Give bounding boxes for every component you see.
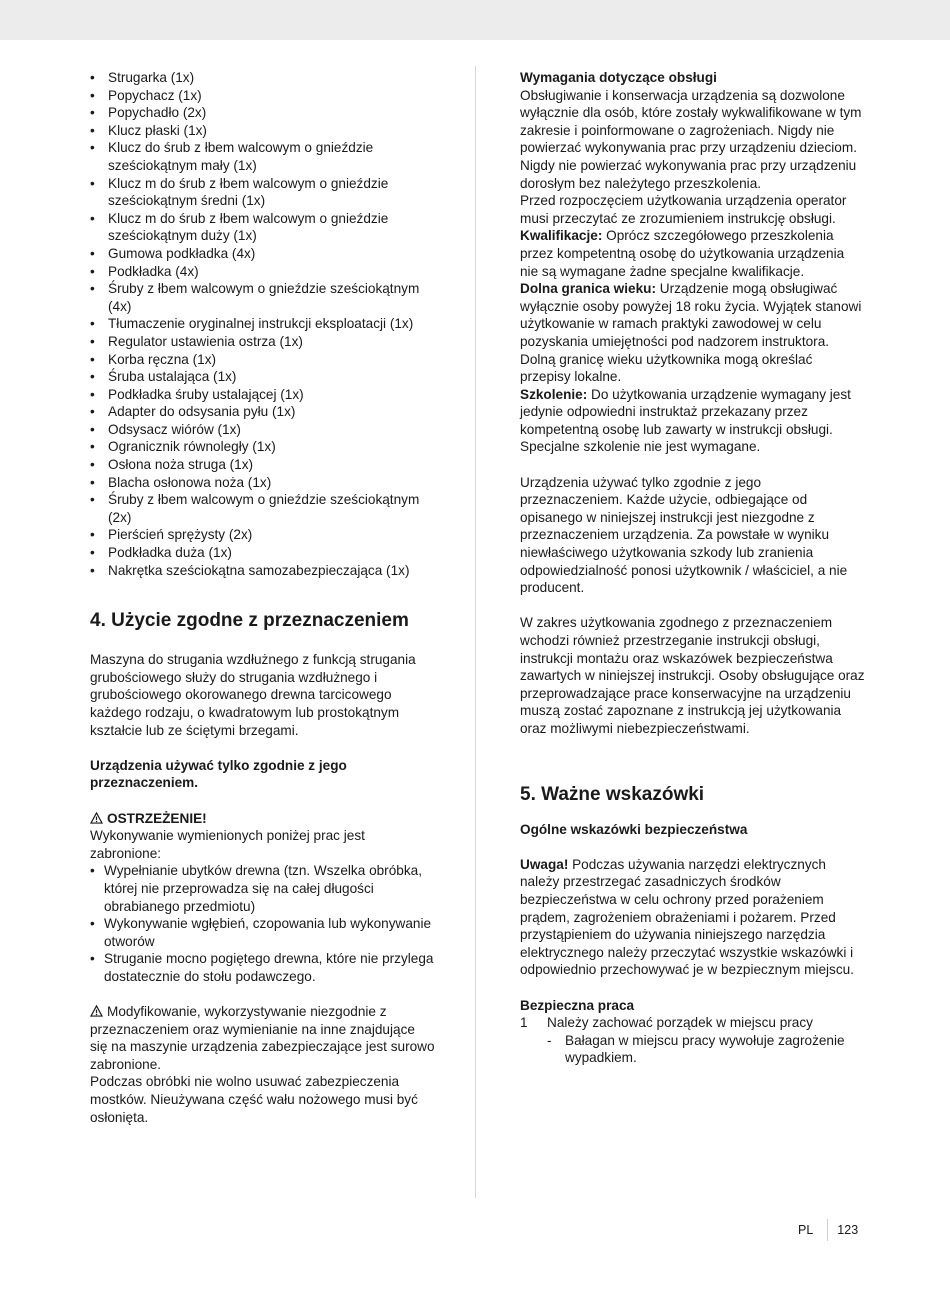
attention-text: Podczas używania narzędzi elektrycznych należy przestrzegać zasadniczych środków bezpieczeństwa w celu ochrony przed porażeniem prądem, zagrożeniem obrażeniami i pożarem. Przed przystąpieniem do używania niniejszego narzędzia elektrycznego należy przeczytać wszystkie wskazówki i odpowiednio przechowywać je w bezpiecznym miejscu.	[520, 856, 854, 978]
section-4-heading: 4. Użycie zgodne z przeznaczeniem	[90, 610, 409, 632]
list-item: • Wykonywanie wgłębień, czopowania lub wykonywanie otworów	[90, 915, 435, 950]
warning-heading	[90, 810, 435, 828]
training-text: Do użytkowania urządzenie wymagany jest jedynie odpowiedni instruktaż przekazany przez kompetentną osobę lub zawarty w instrukcji obsługi. Specjalne szkolenie nie jest wymagane.	[520, 386, 851, 455]
modification-warning	[90, 1003, 435, 1073]
language-code: PL	[798, 1223, 814, 1237]
column-divider	[475, 66, 476, 1198]
list-item: • Klucz do śrub z łbem walcowym o gnieździe sześciokątnym mały (1x)	[90, 139, 435, 174]
list-item: • Śruby z łbem walcowym o gnieździe sześciokątnym (4x)	[90, 280, 435, 315]
intended-use-paragraph-2: W zakres użytkowania zgodnego z przeznaczeniem wchodzi również przestrzeganie instrukcji obsługi, instrukcji montażu oraz wskazówek bezpieczeństwa zawartych w niniejszej instrukcji. Osoby obsługujące oraz przeprowadzające prace konserwacyjne na urządzeniu muszą zostać zapoznane z instrukcją jej użytkowania oraz możliwymi niebezpieczeństwami.	[520, 615, 865, 736]
list-item: • Odsysacz wiórów (1x)	[90, 421, 435, 439]
qualifications-label: Kwalifikacje:	[520, 228, 603, 244]
right-column	[520, 69, 865, 1067]
list-item: • Struganie mocno pogiętego drewna, które nie przylega dostatecznie do stołu podawczego.	[90, 950, 435, 985]
warning-triangle-icon	[90, 812, 103, 824]
list-item: • Podkładka (4x)	[90, 263, 435, 281]
list-item: • Klucz m do śrub z łbem walcowym o gnieździe sześciokątnym średni (1x)	[90, 175, 435, 210]
sub-item-dash: -	[547, 1032, 552, 1048]
list-item: • Osłona noża struga (1x)	[90, 456, 435, 474]
list-item: • Podkładka śruby ustalającej (1x)	[90, 386, 435, 404]
warning-triangle-icon	[90, 1005, 103, 1017]
requirements-heading: Wymagania dotyczące obsługi	[520, 70, 717, 85]
sub-item-text: Bałagan w miejscu pracy wywołuje zagrożenie wypadkiem.	[565, 1032, 845, 1066]
warning-text: Wykonywanie wymienionych poniżej prac jest zabronione:	[90, 828, 365, 861]
guard-text: Podczas obróbki nie wolno usuwać zabezpieczenia mostków. Nieużywana część wału nożowego musi być osłonięta.	[90, 1074, 418, 1125]
intended-use-note: Urządzenia używać tylko zgodnie z jego przeznaczeniem.	[90, 757, 347, 791]
list-item: • Podkładka duża (1x)	[90, 544, 435, 562]
footer-separator	[827, 1219, 828, 1241]
list-item: • Śruby z łbem walcowym o gnieździe sześciokątnym (2x)	[90, 491, 435, 526]
list-item: • Gumowa podkładka (4x)	[90, 245, 435, 263]
numbered-item	[520, 1014, 865, 1032]
sub-item	[520, 1032, 865, 1067]
general-safety-heading: Ogólne wskazówki bezpieczeństwa	[520, 821, 748, 837]
page-number: 123	[837, 1223, 859, 1237]
list-item: • Ogranicznik równoległy (1x)	[90, 438, 435, 456]
list-item: • Strugarka (1x)	[90, 69, 435, 87]
attention-paragraph	[520, 856, 865, 979]
age-limit-label: Dolna granica wieku:	[520, 281, 656, 297]
list-item: • Regulator ustawienia ostrza (1x)	[90, 333, 435, 351]
list-item: • Wypełnianie ubytków drewna (tzn. Wszelka obróbka, której nie przeprowadza się na całej długości obrabianego przedmiotu)	[90, 862, 435, 915]
warning-label: OSTRZEŻENIE!	[107, 810, 207, 826]
list-item: • Klucz m do śrub z łbem walcowym o gnieździe sześciokątnym duży (1x)	[90, 210, 435, 245]
intended-use-paragraph-1: Urządzenia używać tylko zgodnie z jego przeznaczeniem. Każde użycie, odbiegające od opisanego w niniejszej instrukcji jest niezgodne z przeznaczeniem urządzenia. Za powstałe w wyniku niewłaściwego użytkowania szkody lub zranienia odpowiedzialność ponosi użytkownik / właściciel, a nie producent.	[520, 474, 848, 596]
left-column	[90, 69, 435, 1126]
modification-text: Modyfikowanie, wykorzystywanie niezgodnie z przeznaczeniem oraz wymienianie na inne znajdujące się na maszynie urządzenia zabezpieczające jest surowo zabronione.	[90, 1004, 435, 1072]
list-item: • Blacha osłonowa noża (1x)	[90, 474, 435, 492]
list-item: • Popychacz (1x)	[90, 87, 435, 105]
requirements-paragraph-2: Nigdy nie powierzać wykonywania prac przy urządzeniu dorosłym bez należytego przeszkolenia.	[520, 157, 857, 191]
age-limit-paragraph	[520, 280, 865, 386]
attention-label: Uwaga!	[520, 856, 569, 872]
section-5-heading: 5. Ważne wskazówki	[520, 783, 705, 805]
forbidden-list	[90, 862, 435, 985]
training-label: Szkolenie:	[520, 386, 588, 402]
item-number: 1	[520, 1015, 528, 1031]
qualifications-paragraph	[520, 227, 865, 280]
training-paragraph	[520, 386, 865, 456]
list-item: • Nakrętka sześciokątna samozabezpieczająca (1x)	[90, 562, 435, 580]
list-item: • Adapter do odsysania pyłu (1x)	[90, 403, 435, 421]
list-item: • Korba ręczna (1x)	[90, 351, 435, 369]
page-footer	[798, 1221, 858, 1239]
page-top-band	[0, 0, 950, 40]
age-limit-text: Urządzenie mogą obsługiwać wyłącznie osoby powyżej 18 roku życia. Wyjątek stanowi użytkowanie w ramach praktyki zawodowej w celu pozyskania umiejętności pod nadzorem instruktora. Dolną granicę wieku użytkownika mogą określać przepisy lokalne.	[520, 281, 862, 385]
list-item: • Pierścień sprężysty (2x)	[90, 526, 435, 544]
qualifications-text: Oprócz szczegółowego przeszkolenia przez kompetentną osobę do użytkowania urządzenia nie są wymagane żadne specjalne kwalifikacje.	[520, 228, 845, 279]
requirements-paragraph-1: Obsługiwanie i konserwacja urządzenia są dozwolone wyłącznie dla osób, które zostały wykwalifikowane w tym zakresie i poinformowane o zagrożeniach. Nigdy nie powierzać wykonywania prac przy urządzeniu dzieciom.	[520, 87, 862, 156]
list-item: • Popychadło (2x)	[90, 104, 435, 122]
item-text: Należy zachować porządek w miejscu pracy	[547, 1015, 813, 1031]
section-4-intro: Maszyna do strugania wzdłużnego z funkcją strugania grubościowego służy do strugania wzdłużnego i grubościowego okorowanego drewna tarcicowego każdego rodzaju, o kwadratowym lub prostokątnym kształcie lub ze ściętymi brzegami.	[90, 652, 416, 738]
list-item: • Śruba ustalająca (1x)	[90, 368, 435, 386]
parts-list	[90, 69, 435, 579]
requirements-paragraph-3: Przed rozpoczęciem użytkowania urządzenia operator musi przeczytać ze zrozumieniem instrukcję obsługi.	[520, 193, 847, 226]
list-item: • Tłumaczenie oryginalnej instrukcji eksploatacji (1x)	[90, 315, 435, 333]
safe-work-heading: Bezpieczna praca	[520, 997, 635, 1013]
list-item: • Klucz płaski (1x)	[90, 122, 435, 140]
